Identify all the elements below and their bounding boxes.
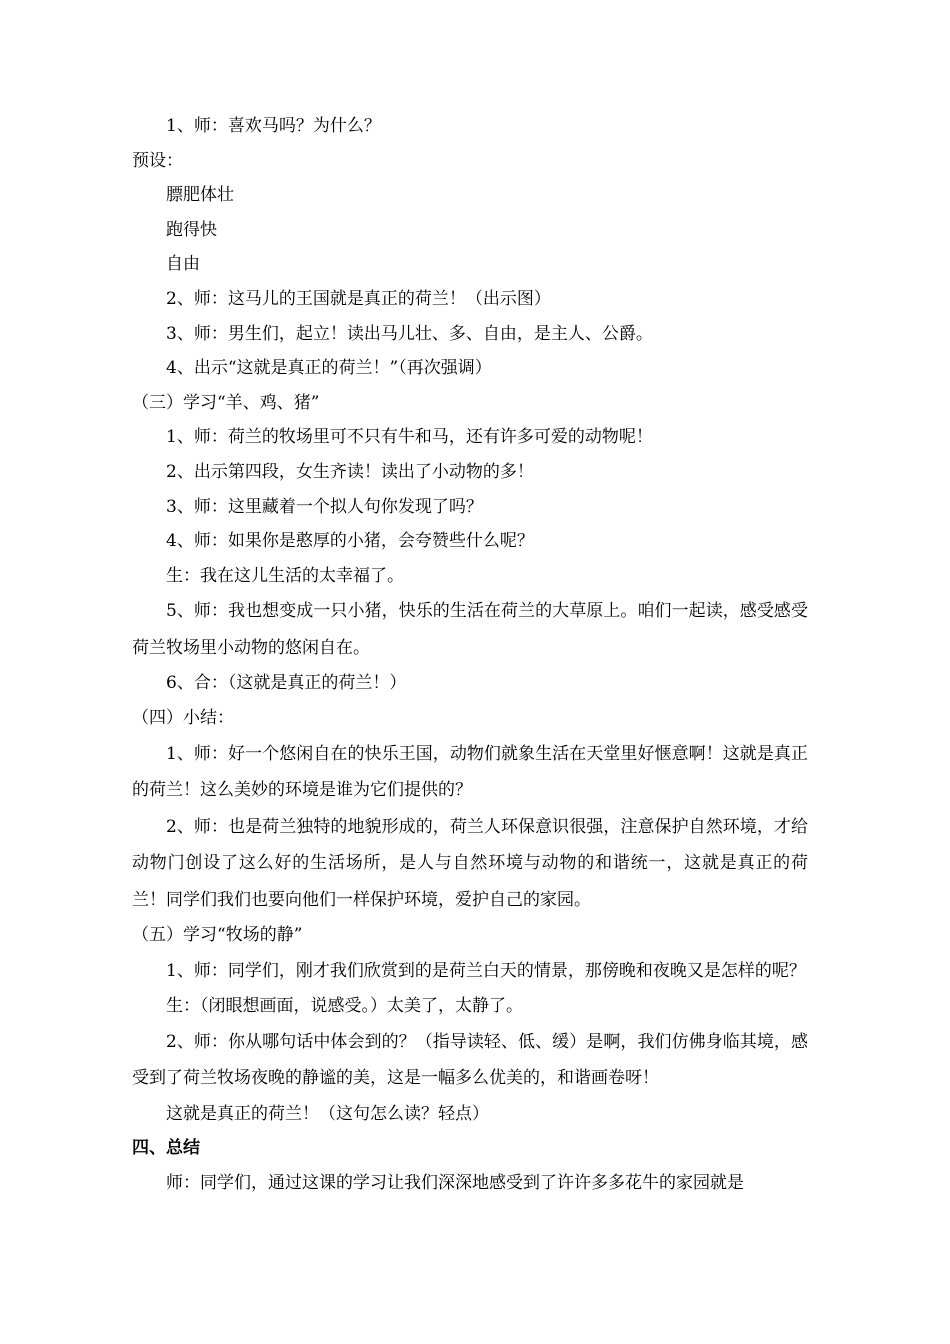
text-line: 2、出示第四段，女生齐读！读出了小动物的多！ xyxy=(166,461,534,482)
text-line: 3、师：男生们，起立！读出马儿壮、多、自由，是主人、公爵。 xyxy=(166,323,653,344)
text-line: 这就是真正的荷兰！（这句怎么读？轻点） xyxy=(166,1103,489,1124)
section-heading: （三）学习“羊、鸡、猪” xyxy=(132,392,320,413)
paragraph: 1、师：同学们，刚才我们欣赏到的是荷兰白天的情景，那傍晚和夜晚又是怎样的呢？ xyxy=(166,960,806,981)
text-line: 预设： xyxy=(132,150,183,171)
text-line: 3、师：这里藏着一个拟人句你发现了吗？ xyxy=(166,496,483,517)
text-line: 4、师：如果你是憨厚的小猪，会夸赞些什么呢？ xyxy=(166,531,534,552)
text-line: 跑得快 xyxy=(166,219,217,240)
text-line: 生：（闭眼想画面，说感受。）太美了，太静了。 xyxy=(166,996,523,1017)
text-line: 1、师：喜欢马吗？为什么？ xyxy=(166,116,381,136)
document-body xyxy=(132,109,808,1200)
chapter-heading: 四、总结 xyxy=(132,1138,200,1159)
paragraph: 1、师：好一个悠闲自在的快乐王国，动物们就象生活在天堂里好惬意啊！这就是真正的荷兰！这么美妙的环境是谁为它们提供的？ xyxy=(132,743,808,800)
text-line: 1、师：荷兰的牧场里可不只有牛和马，还有许多可爱的动物呢！ xyxy=(166,427,653,448)
paragraph: 5、师：我也想变成一只小猪，快乐的生活在荷兰的大草原上。咱们一起读，感受感受荷兰牧场里小动物的悠闲自在。 xyxy=(132,601,808,658)
text-line: 2、师：这马儿的王国就是真正的荷兰！（出示图） xyxy=(166,288,551,309)
text-line: 4、出示“这就是真正的荷兰！”（再次强调） xyxy=(166,358,492,379)
text-line: 生：我在这儿生活的太幸福了。 xyxy=(166,565,404,586)
text-line: 师：同学们，通过这课的学习让我们深深地感受到了许许多多花牛的家园就是 xyxy=(166,1172,744,1193)
text-line: 膘肥体壮 xyxy=(166,185,234,206)
paragraph: 2、师：你从哪句话中体会到的？（指导读轻、低、缓）是啊，我们仿佛身临其境，感受到了荷兰牧场夜晚的静谧的美，这是一幅多么优美的，和谐画卷呀！ xyxy=(132,1031,808,1089)
text-line: 自由 xyxy=(166,254,200,275)
paragraph: 2、师：也是荷兰独特的地貌形成的，荷兰人环保意识很强，注意保护自然环境，才给动物门创设了这么好的生活场所，是人与自然环境与动物的和谐统一，这就是真正的荷兰！同学们我们也要向他们一样保护环境，爱护自己的家园。 xyxy=(132,816,808,910)
section-heading: （四）小结： xyxy=(132,707,234,728)
text-line: 6、合：（这就是真正的荷兰！） xyxy=(166,673,407,694)
section-heading: （五）学习“牧场的静” xyxy=(132,925,303,945)
